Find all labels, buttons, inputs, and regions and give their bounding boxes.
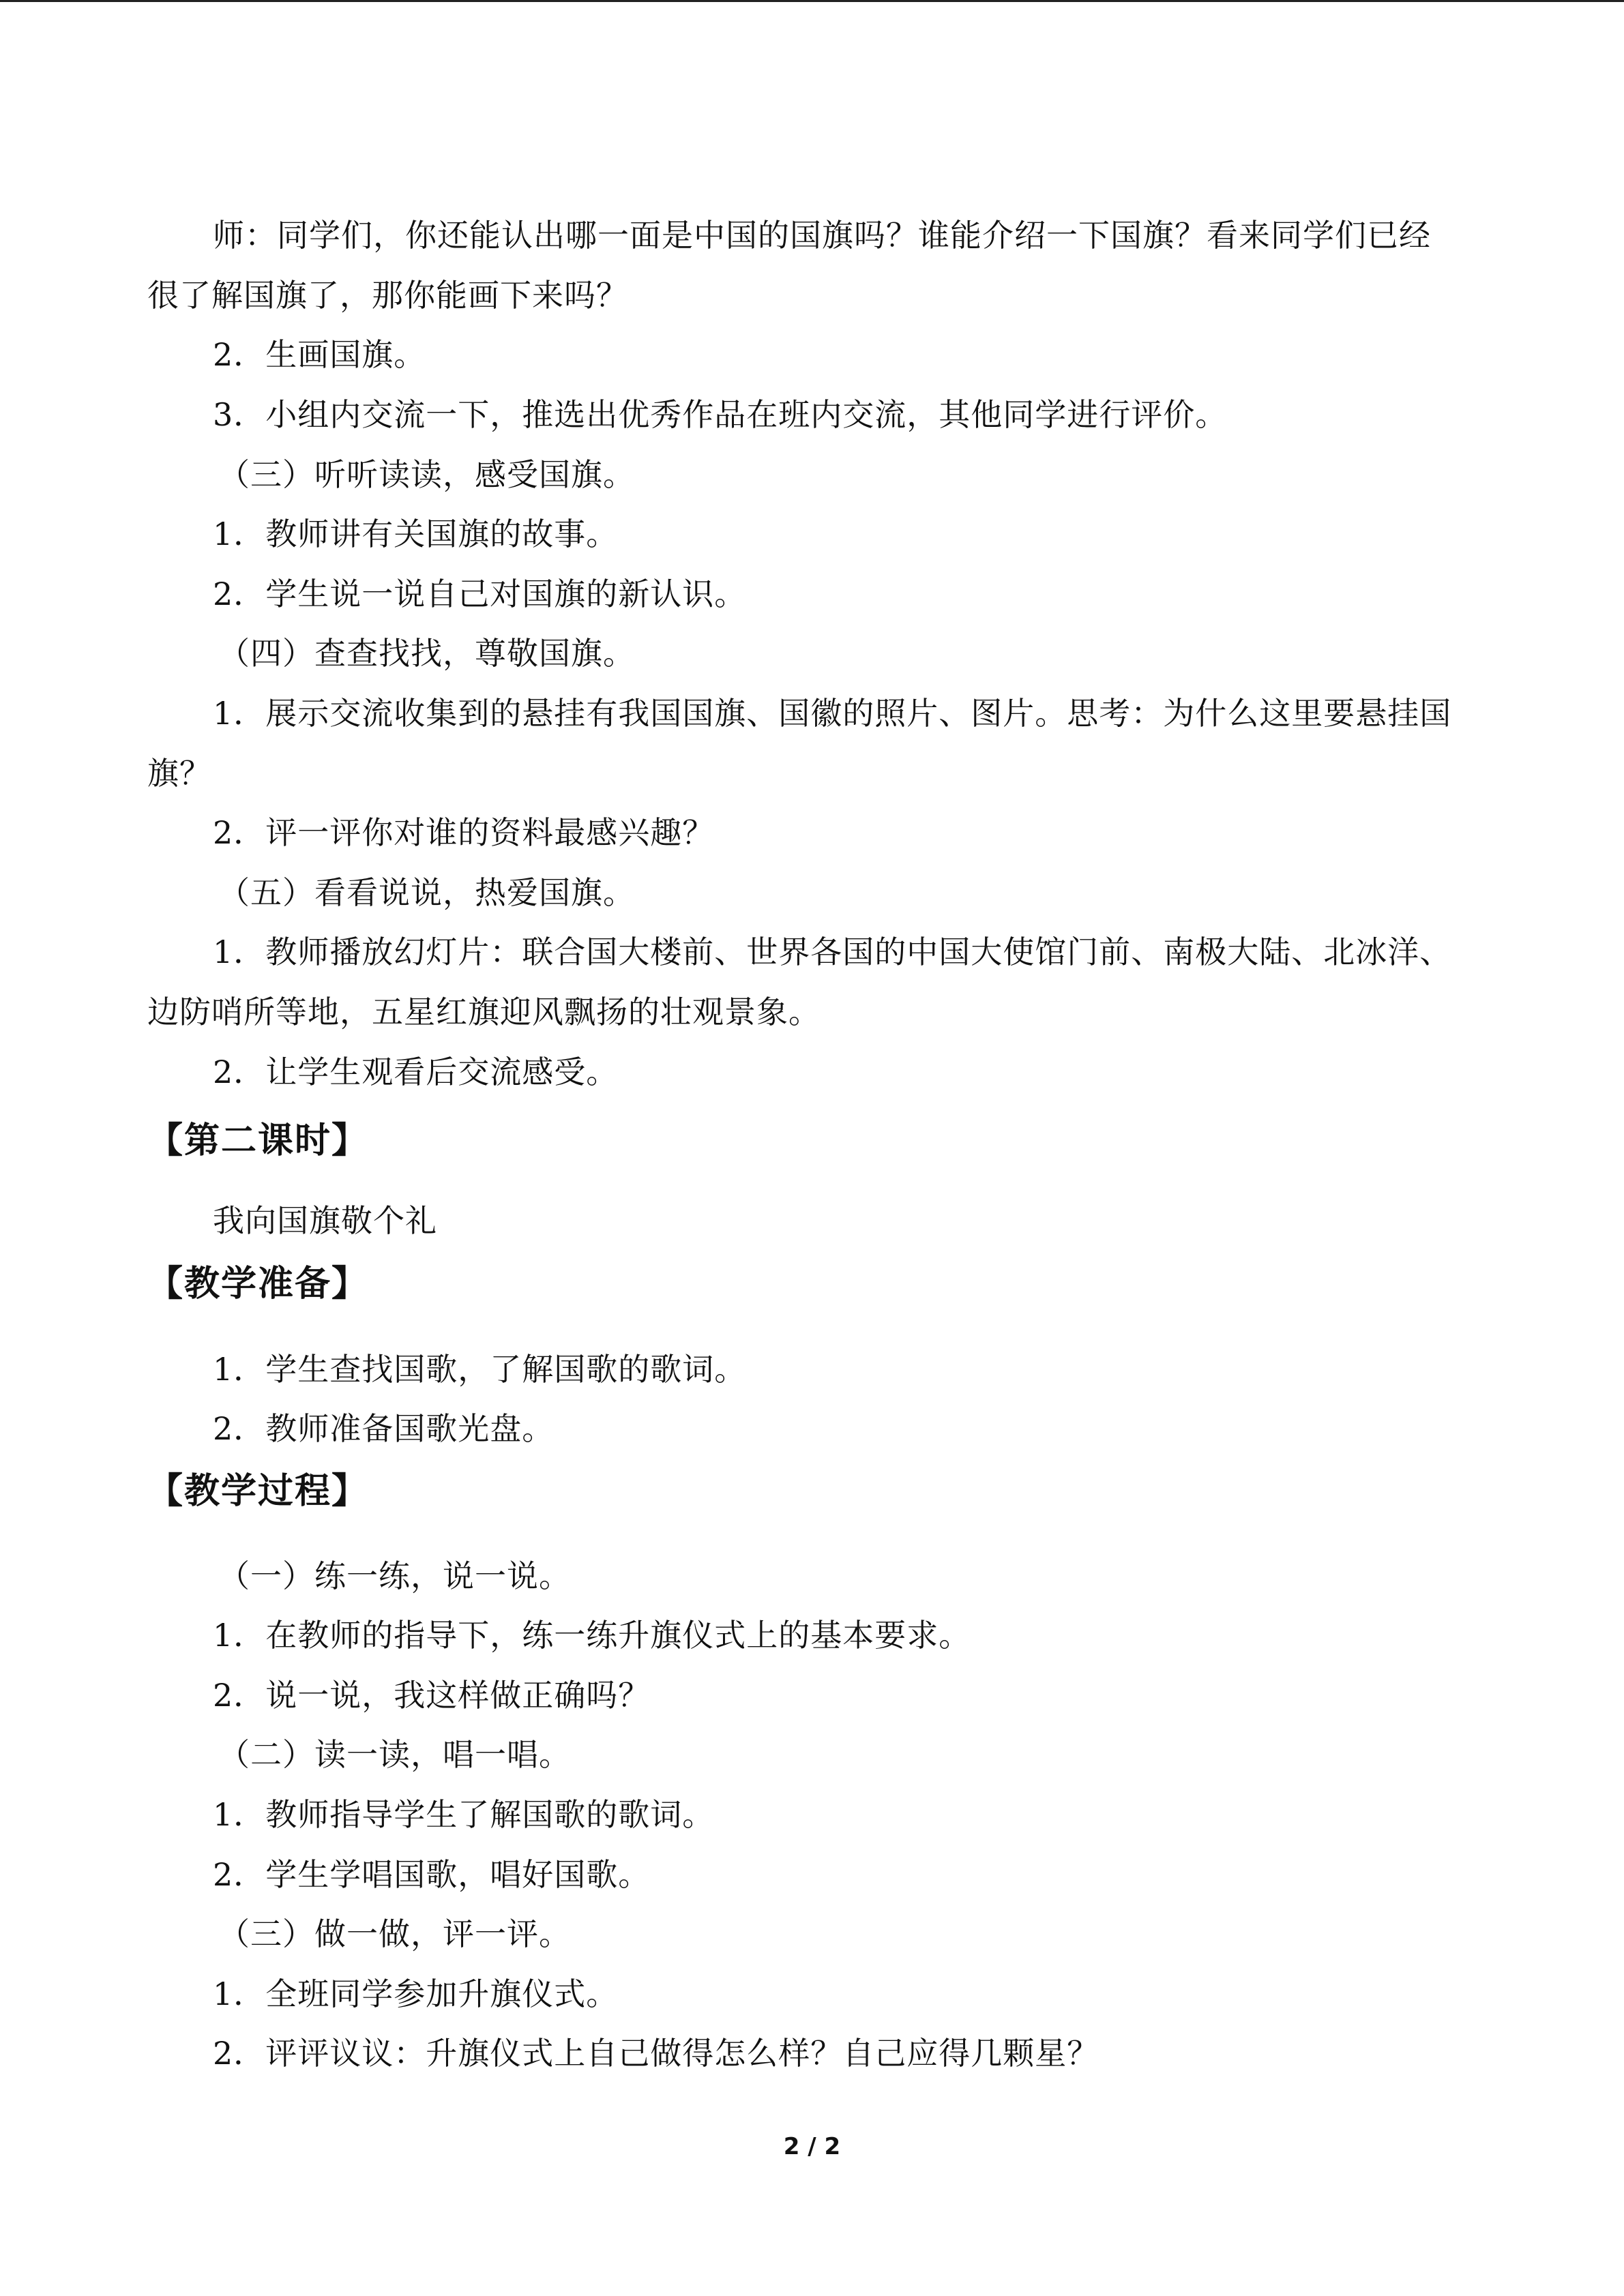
list-item: 2．说一说，我这样做正确吗？ [213, 1677, 651, 1714]
section-heading-teaching-process: 【教学过程】 [147, 1471, 369, 1512]
list-item: 3．小组内交流一下，推选出优秀作品在班内交流，其他同学进行评价。 [213, 396, 1228, 433]
section-subheading: （二）读一读，唱一唱。 [218, 1736, 571, 1773]
section-subheading: （三）听听读读，感受国旗。 [218, 456, 635, 493]
list-item: 2．评一评你对谁的资料最感兴趣？ [213, 814, 715, 851]
section-subheading: （五）看看说说，热爱国旗。 [218, 874, 635, 911]
list-item: 1．学生查找国歌，了解国歌的歌词。 [213, 1351, 747, 1388]
list-item: 1．展示交流收集到的悬挂有我国国旗、国徽的照片、图片。思考：为什么这里要悬挂国 [213, 695, 1452, 732]
paragraph-line: 很了解国旗了，那你能画下来吗？ [147, 277, 628, 314]
lesson-title: 我向国旗敬个礼 [213, 1202, 437, 1239]
list-item: 2．教师准备国歌光盘。 [213, 1410, 555, 1447]
list-item: 2．学生学唱国歌，唱好国歌。 [213, 1856, 651, 1893]
list-item: 1．教师播放幻灯片：联合国大楼前、世界各国的中国大使馆门前、南极大陆、北冰洋、 [213, 934, 1452, 970]
list-item: 1．教师指导学生了解国歌的歌词。 [213, 1796, 715, 1833]
section-subheading: （一）练一练，说一说。 [218, 1557, 571, 1594]
list-item: 2．评评议议：升旗仪式上自己做得怎么样？自己应得几颗星？ [213, 2035, 1099, 2072]
section-subheading: （四）查查找找，尊敬国旗。 [218, 635, 635, 672]
list-item: 1．教师讲有关国旗的故事。 [213, 516, 619, 552]
list-item: 1．全班同学参加升旗仪式。 [213, 1976, 619, 2012]
section-heading-teaching-preparation: 【教学准备】 [147, 1264, 369, 1304]
paragraph-line: 师：同学们，你还能认出哪一面是中国的国旗吗？谁能介绍一下国旗？看来同学们已经 [213, 217, 1431, 254]
list-item: 2．让学生观看后交流感受。 [213, 1054, 619, 1090]
section-subheading: （三）做一做，评一评。 [218, 1915, 571, 1952]
list-item: 1．在教师的指导下，练一练升旗仪式上的基本要求。 [213, 1617, 971, 1654]
list-item: 2．生画国旗。 [213, 336, 426, 373]
paragraph-line: 旗？ [147, 755, 211, 792]
section-heading-second-lesson: 【第二课时】 [147, 1120, 369, 1161]
page-number: 2 / 2 [783, 2133, 841, 2160]
paragraph-line: 边防哨所等地，五星红旗迎风飘扬的壮观景象。 [147, 994, 821, 1030]
list-item: 2．学生说一说自己对国旗的新认识。 [213, 576, 747, 612]
